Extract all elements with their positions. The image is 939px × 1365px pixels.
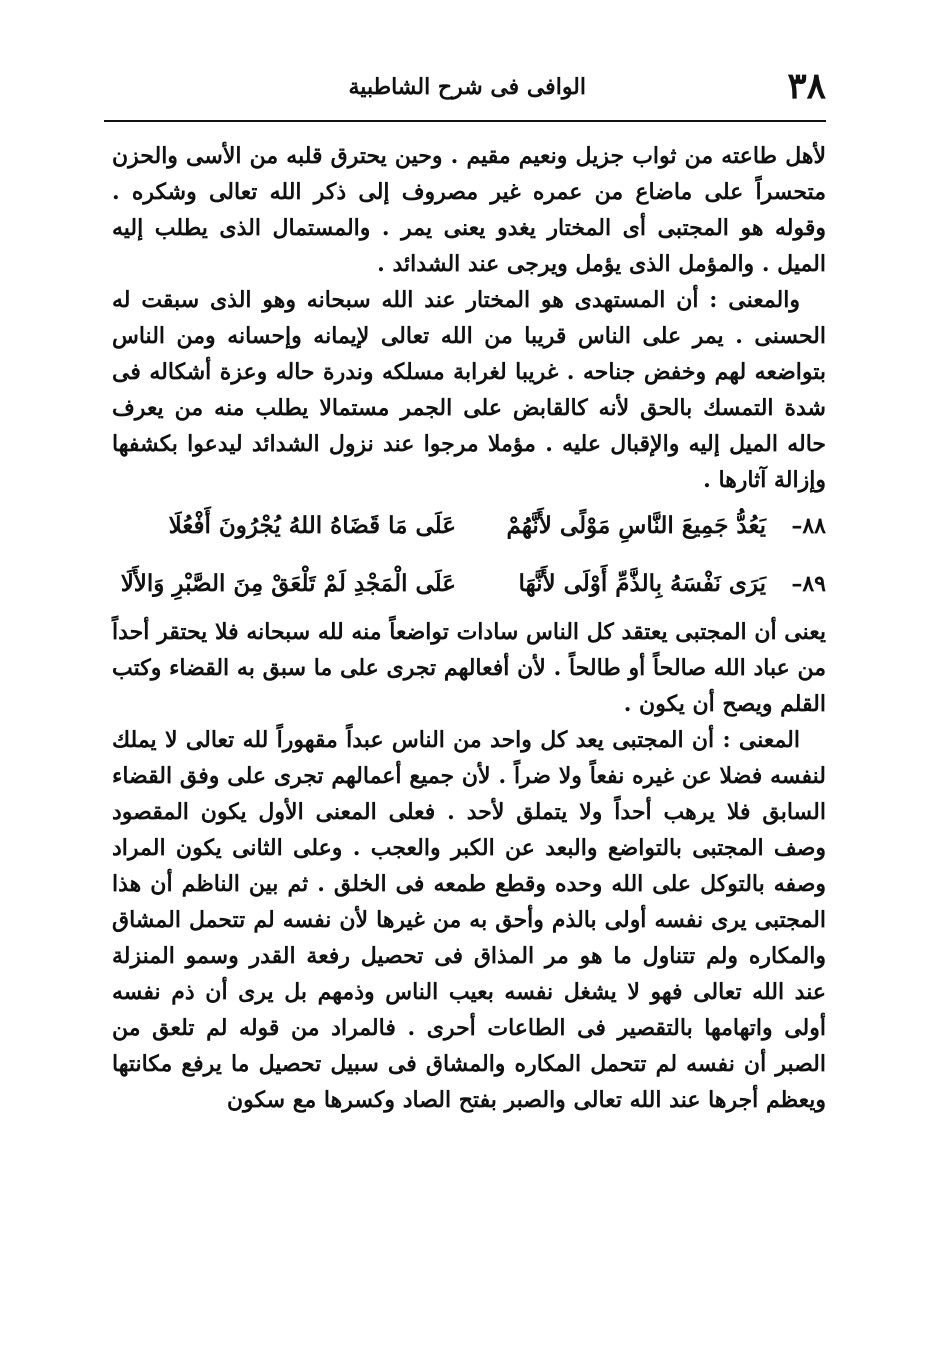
paragraph-1: لأهل طاعته من ثواب جزيل ونعيم مقيم . وحين يحترق قلبه من الأسى والحزن متحسراً على ماضاع من عمره غير مصروف إلى ذكر الله تعالى وشكره . وقوله هو المجتبى أى المختار يغدو يعنى يمر . والمستمال الذى يطلب إليه الميل . والمؤمل الذى يؤمل ويرجى عند الشدائد . <box>112 143 826 277</box>
verse-first-hemistich: يَرَى نَفْسَهُ بِالذَّمِّ أَوْلَى لأَنَّهَا <box>518 570 766 597</box>
verse-number: ٨٨– <box>791 513 826 539</box>
verse-89 <box>112 556 826 614</box>
verse-second-hemistich: عَلَى الْمَجْدِ لَمْ تَلْعَقْ مِنَ الصَّبْرِ وَالأَلَا <box>120 570 456 597</box>
page-number: ٣٨ <box>787 65 826 107</box>
paragraph-2: والمعنى : أن المستهدى هو المختار عند الله سبحانه وهو الذى سبقت له الحسنى . يمر على الناس قريبا من الله تعالى لإيمانه وإحسانه ومن الناس بتواضعه لهم وخفض جناحه . غريبا لغرابة مسلكه وندرة حاله وعزة أشكاله فى شدة التمسك بالحق لأنه كالقابض على الجمر مستمالا يطلب منه من يعرف حاله الميل إليه والإقبال عليه . مؤملا مرجوا عند نزول الشدائد ليدعوا بكشفها وإزالة آثارها . <box>112 287 826 493</box>
header-rule <box>104 120 826 122</box>
verse-88 <box>112 498 826 556</box>
verse-second-hemistich: عَلَى مَا قَضَاهُ اللهُ يُجْرُونَ أَفْعُلَا <box>168 512 456 539</box>
page-body <box>112 138 826 1118</box>
paragraph-3: يعنى أن المجتبى يعتقد كل الناس سادات تواضعاً منه لله سبحانه فلا يحتقر أحداً من عباد الله صالحاً أو طالحاً . لأن أفعالهم تجرى على ما سبق به القضاء وكتب القلم ويصح أن يكون . <box>112 619 826 717</box>
paragraph-4: المعنى : أن المجتبى يعد كل واحد من الناس عبداً مقهوراً لله تعالى لا يملك لنفسه فضلا عن غيره نفعاً ولا ضراً . لأن جميع أعمالهم تجرى على وفق القضاء السابق فلا يرهب أحداً ولا يتملق لأحد . فعلى المعنى الأول يكون المقصود وصف المجتبى بالتواضع والبعد عن الكبر والعجب . وعلى الثانى يكون المراد وصفه بالتوكل على الله وحده وقطع طمعه فى الخلق . ثم بين الناظم أن هذا المجتبى يرى نفسه أولى بالذم وأحق به من غيرها لأن نفسه لم تتحمل المشاق والمكاره ولم تتناول ما هو مر المذاق فى تحصيل رفعة القدر وسمو المنزلة عند الله تعالى فهو لا يشغل نفسه بعيب الناس وذمهم بل يرى أن ذم نفسه أولى واتهامها بالتقصير فى الطاعات أحرى . فالمراد من قوله لم تلعق من الصبر أن نفسه لم تتحمل المكاره والمشاق فى سبيل تحصيل ما يرفع مكانتها ويعظم أجرها عند الله تعالى والصبر بفتح الصاد وكسرها مع سكون <box>112 727 826 1113</box>
verse-first-hemistich: يَعُدُّ جَمِيعَ النَّاسِ مَوْلًى لأَنَّهُمْ <box>506 512 766 539</box>
verse-number: ٨٩– <box>791 571 826 597</box>
page-header <box>104 62 826 114</box>
running-title: الوافى فى شرح الشاطبية <box>348 74 586 100</box>
